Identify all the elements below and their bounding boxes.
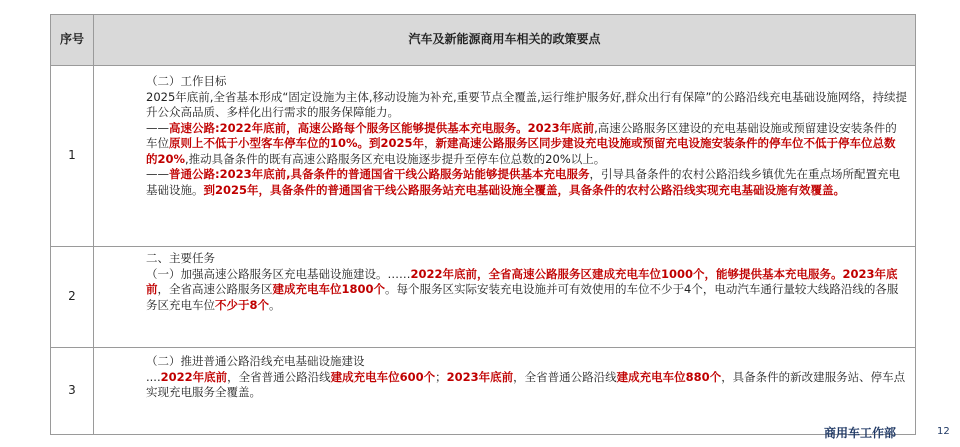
text-run: ,高速公路服务区建设的充电基础设施或预留建设安装条件的车位: [146, 120, 897, 150]
text-run: 。每个服务区实际安装充电设施并可有效使用的车位不少于4个，电动汽车通行量较大线路沿线的各服务区充电车位: [146, 282, 899, 312]
text-run: ——: [146, 120, 169, 135]
row-number: 1: [51, 66, 94, 247]
text-run: ,推动具备条件的既有高速公路服务区充电设施逐步提升至停车位总数的20%以上。: [185, 151, 606, 166]
row-content: [94, 66, 916, 247]
highlight-text: 建成充电车位880个: [616, 369, 722, 384]
text-run: ——: [146, 167, 169, 181]
table-row: [51, 66, 916, 247]
row-content: [94, 247, 916, 348]
paragraph: 2025年底前,全省基本形成“固定设施为主体,移动设施为补充,重要节点全覆盖,运行维护服务好,群众出行有保障”的公路沿线充电基础设施网络，持续提升公众高品质、多样化出行需求的服务保障能力。: [146, 89, 907, 119]
footer-department: 商用车工作部: [824, 426, 897, 440]
header-no: 序号: [51, 15, 94, 66]
policy-table: [50, 14, 916, 435]
highlight-text: 普通公路:2023年底前,具备条件的普通国省干线公路服务站能够提供基本充电服务: [169, 167, 590, 181]
text-run: ，全省普通公路沿线: [513, 369, 617, 384]
highlight-text: 原则上不低于小型客车停车位的10%。到2025年: [169, 136, 425, 150]
highlight-text: 高速公路:2022年底前，高速公路每个服务区能够提供基本充电服务。2023年底前: [169, 120, 595, 135]
text-run: ，全省高速公路服务区: [157, 282, 273, 296]
highlight-text: 到2025年，具备条件的普通国省干线公路服务站充电基础设施全覆盖，具备条件的农村公路沿线实现充电基础设施有效覆盖。: [203, 182, 846, 197]
highlight-text: 不少于8个: [215, 297, 270, 312]
row-number: 2: [51, 247, 94, 348]
highlight-text: 2023年底前: [446, 369, 514, 384]
row-title: （二）工作目标: [146, 74, 227, 88]
paragraph: [146, 370, 907, 401]
row-content: [94, 348, 916, 435]
table-header-row: [51, 15, 916, 66]
text-run: ，具备条件的新改建服务站、停车点实现充电服务全覆盖。: [146, 369, 906, 399]
highlight-text: 建成充电车位600个: [330, 369, 436, 384]
text-run: 。: [269, 297, 281, 312]
table-row: [51, 348, 916, 435]
paragraph: [146, 267, 907, 314]
paragraph-highway: [146, 121, 907, 168]
highlight-text: 2022年底前: [160, 369, 228, 384]
text-run: ；: [435, 369, 447, 384]
row-title: （二）推进普通公路沿线充电基础设施建设: [146, 354, 365, 368]
page-number: 12: [937, 426, 950, 437]
highlight-text: 2022年底前，全省高速公路服务区建成充电车位1000个，能够提供基本充电服务。2023年底前: [146, 266, 898, 296]
header-content: 汽车及新能源商用车相关的政策要点: [94, 15, 916, 66]
text-run: （一）加强高速公路服务区充电基础设施建设。……: [146, 266, 411, 281]
row-title: 二、主要任务: [146, 251, 215, 265]
highlight-text: 建成充电车位1800个: [272, 282, 386, 296]
paragraph-ordinary-road: [146, 167, 907, 198]
text-run: ，: [424, 136, 436, 150]
text-run: ....: [146, 369, 161, 384]
text-run: ，引导具备条件的农村公路沿线乡镇优先在重点场所配置充电基础设施。: [146, 167, 900, 197]
highlight-text: 新建高速公路服务区同步建设充电设施或预留充电设施安装条件的停车位不低于停车位总数的20%: [146, 136, 896, 166]
text-run: ，全省普通公路沿线: [227, 369, 331, 384]
row-number: 3: [51, 348, 94, 435]
table-row: [51, 247, 916, 348]
